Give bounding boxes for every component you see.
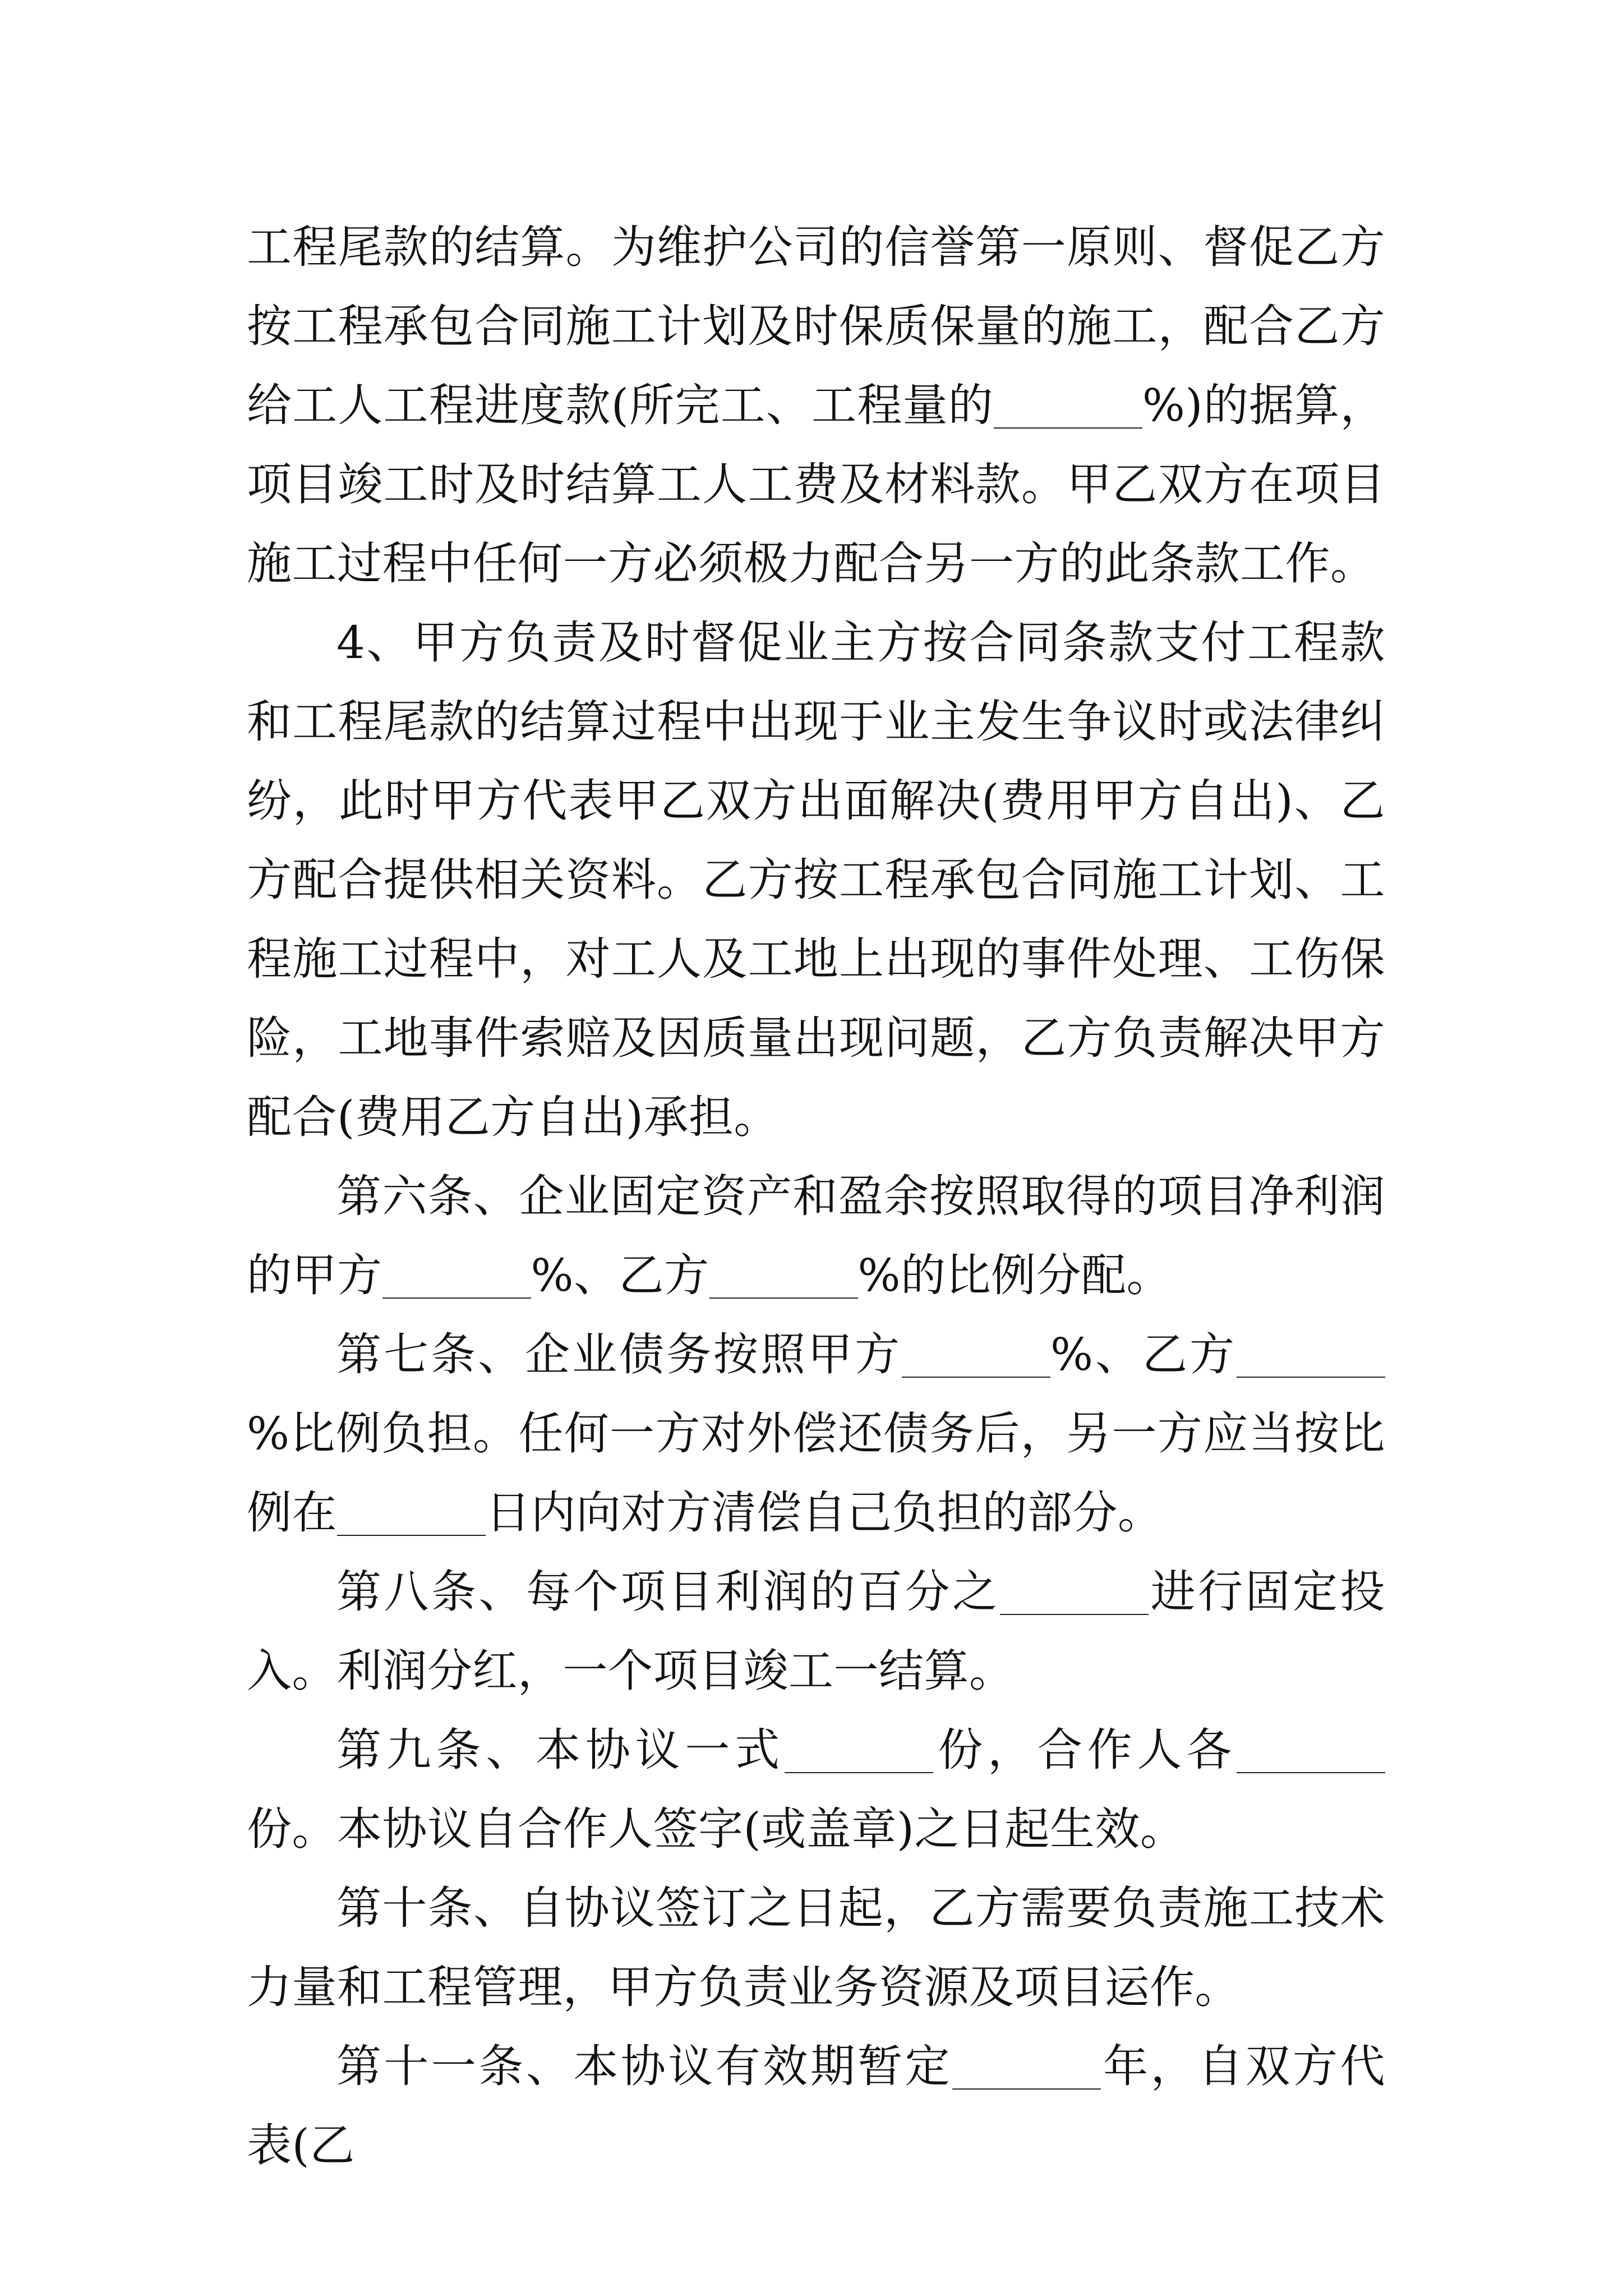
paragraph-text: 进行固定投入。利润分红，一个项目竣工一结算。 [247,1566,1386,1697]
fill-in-blank[interactable] [709,1253,858,1299]
paragraph-text: 工程尾款的结算。为维护公司的信誉第一原则、督促乙方按工程承包合同施工计划及时保质保量的施工，配合乙方给工人工程进度款(所完工、工程量的 [247,221,1385,431]
paragraph-text: 日内向对方清偿自己负担的部分。 [486,1487,1163,1539]
paragraph-article-7 [247,1315,1385,1552]
body-text [247,208,1385,2185]
paragraph-text: 年，自双方代表(乙 [247,2040,1386,2171]
fill-in-blank[interactable] [1237,1332,1385,1378]
paragraph-1 [247,208,1385,603]
fill-in-blank[interactable] [785,1727,933,1773]
paragraph-text: %、乙方 [1050,1328,1237,1381]
paragraph-article-9 [247,1710,1385,1869]
paragraph-text: 第十条、自协议签订之日起，乙方需要负责施工技术力量和工程管理，甲方负责业务资源及项目运作。 [247,1882,1385,2013]
fill-in-blank[interactable] [382,1253,531,1299]
paragraph-text: 份，合作人各 [933,1724,1237,1776]
paragraph-text: %、乙方 [531,1249,709,1301]
paragraph-text: 第七条、企业债务按照甲方 [336,1328,902,1381]
fill-in-blank[interactable] [994,383,1142,429]
paragraph-text: 第八条、每个项目利润的百分之 [336,1566,1000,1618]
paragraph-text: 第十一条、本协议有效期暂定 [336,2040,953,2092]
paragraph-article-10 [247,1869,1385,2027]
fill-in-blank[interactable] [902,1332,1050,1378]
paragraph-text: %)的据算，项目竣工时及时结算工人工费及材料款。甲乙双方在项目施工过程中任何一方必须极力配合另一方的此条款工作。 [247,379,1385,590]
fill-in-blank[interactable] [1237,1727,1385,1773]
paragraph-article-8 [247,1552,1385,1710]
paragraph-text: %的比例分配。 [857,1249,1172,1301]
paragraph-text: 4、甲方负责及时督促业主方按合同条款支付工程款和工程尾款的结算过程中出现于业主发生争议时或法律纠纷，此时甲方代表甲乙双方出面解决(费用甲方自出)、乙方配合提供相关资料。乙方按工程承包合同施工计划、工程施工过程中，对工人及工地上出现的事件处理、工伤保险，工地事件索赔及因质量出现问题，乙方负责解决甲方配合(费用乙方自出)承担。 [247,616,1385,1143]
fill-in-blank[interactable] [952,2044,1101,2090]
paragraph-article-11 [247,2027,1385,2185]
fill-in-blank[interactable] [337,1490,486,1536]
paragraph-article-6 [247,1157,1385,1315]
fill-in-blank[interactable] [1000,1569,1149,1615]
paragraph-text: 第六条、企业固定资产和盈余按照取得的项目净利润的甲方 [247,1170,1385,1301]
paragraph-text: %比例负担。任何一方对外偿还债务后，另一方应当按比例在 [247,1407,1385,1539]
paragraph-2 [247,603,1385,1157]
paragraph-text: 份。本协议自合作人签字(或盖章)之日起生效。 [247,1803,1186,1855]
paragraph-text: 第九条、本协议一式 [336,1724,785,1776]
